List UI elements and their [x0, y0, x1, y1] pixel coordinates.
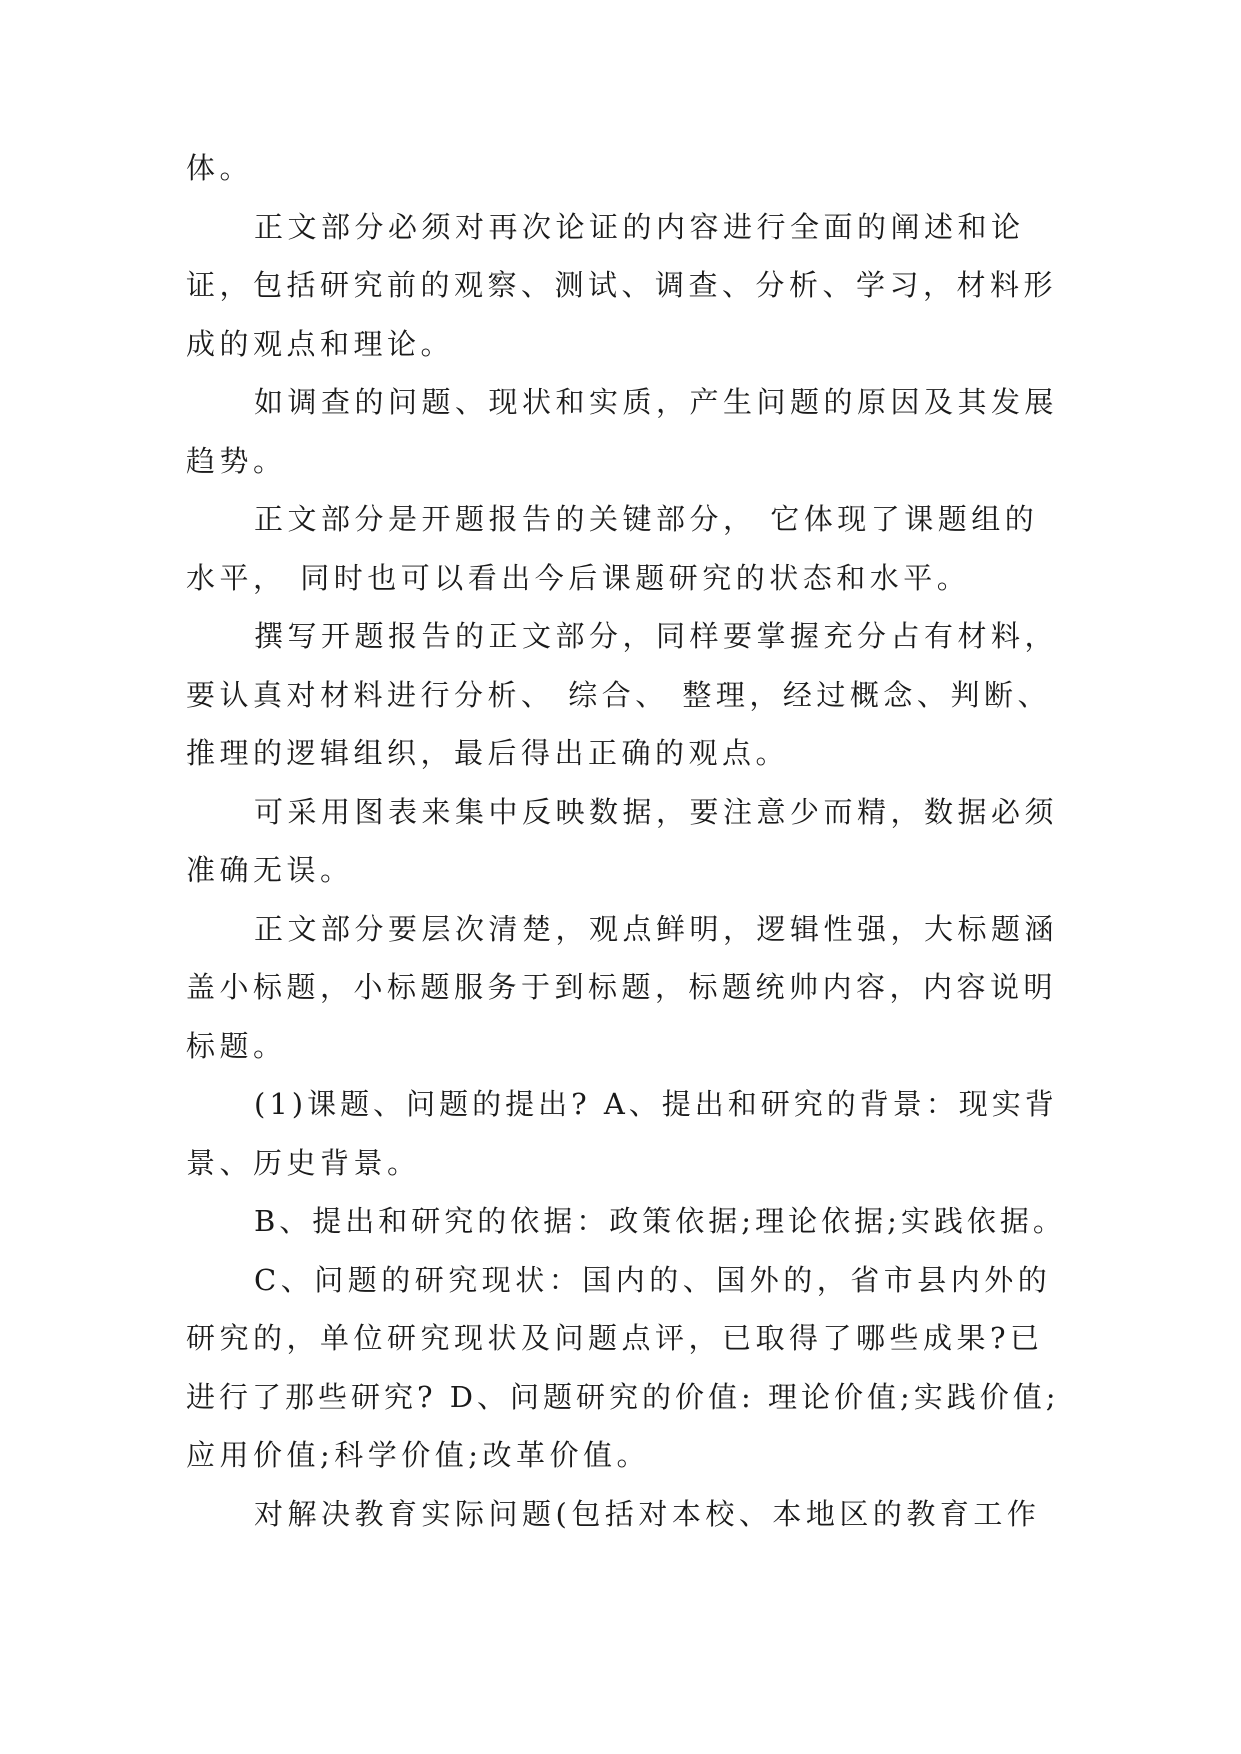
- text-line: 对解决教育实际问题(包括对本校、本地区的教育工作: [254, 1496, 1041, 1531]
- text-line: 可采用图表来集中反映数据，要注意少而精，数据必须: [254, 794, 1059, 829]
- text-line: C、问题的研究现状：国内的、国外的，省市县内外的: [254, 1262, 1052, 1297]
- text-line: 景、历史背景。: [186, 1145, 421, 1180]
- text-line: 盖小标题，小标题服务于到标题，标题统帅内容，内容说明: [186, 970, 1058, 1004]
- text-line: 正文部分必须对再次论证的内容进行全面的阐述和论: [254, 209, 1025, 244]
- text-line: 如调查的问题、现状和实质，产生问题的原因及其发展: [254, 385, 1059, 419]
- text-line: 正文部分要层次清楚，观点鲜明，逻辑性强，大标题涵: [254, 911, 1059, 946]
- text-line: 应用价值;科学价值;改革价值。: [186, 1438, 651, 1472]
- text-line: 体。: [186, 151, 254, 185]
- text-line: B、提出和研究的依据：政策依据;理论依据;实践依据。: [254, 1204, 1066, 1238]
- text-line: 成的观点和理论。: [186, 326, 455, 361]
- text-line: 趋势。: [186, 443, 287, 478]
- text-line: 要认真对材料进行分析、 综合、 整理，经过概念、判断、: [186, 677, 1051, 712]
- text-line: 水平， 同时也可以看出今后课题研究的状态和水平。: [186, 560, 971, 595]
- text-line: 正文部分是开题报告的关键部分， 它体现了课题组的: [254, 502, 1039, 536]
- text-line: 撰写开题报告的正文部分，同样要掌握充分占有材料，: [254, 619, 1059, 653]
- text-line: (1)课题、问题的提出? A、提出和研究的背景：现实背: [254, 1087, 1058, 1121]
- text-line: 准确无误。: [186, 853, 354, 887]
- text-line: 研究的，单位研究现状及问题点评，已取得了哪些成果?已: [186, 1321, 1044, 1355]
- text-line: 进行了那些研究? D、问题研究的价值: 理论价值;实践价值;: [186, 1379, 1060, 1414]
- text-line: 标题。: [186, 1028, 287, 1063]
- text-line: 证，包括研究前的观察、测试、调查、分析、学习，材料形: [186, 268, 1058, 302]
- text-line: 推理的逻辑组织，最后得出正确的观点。: [186, 736, 790, 770]
- body-text: [186, 139, 1066, 1543]
